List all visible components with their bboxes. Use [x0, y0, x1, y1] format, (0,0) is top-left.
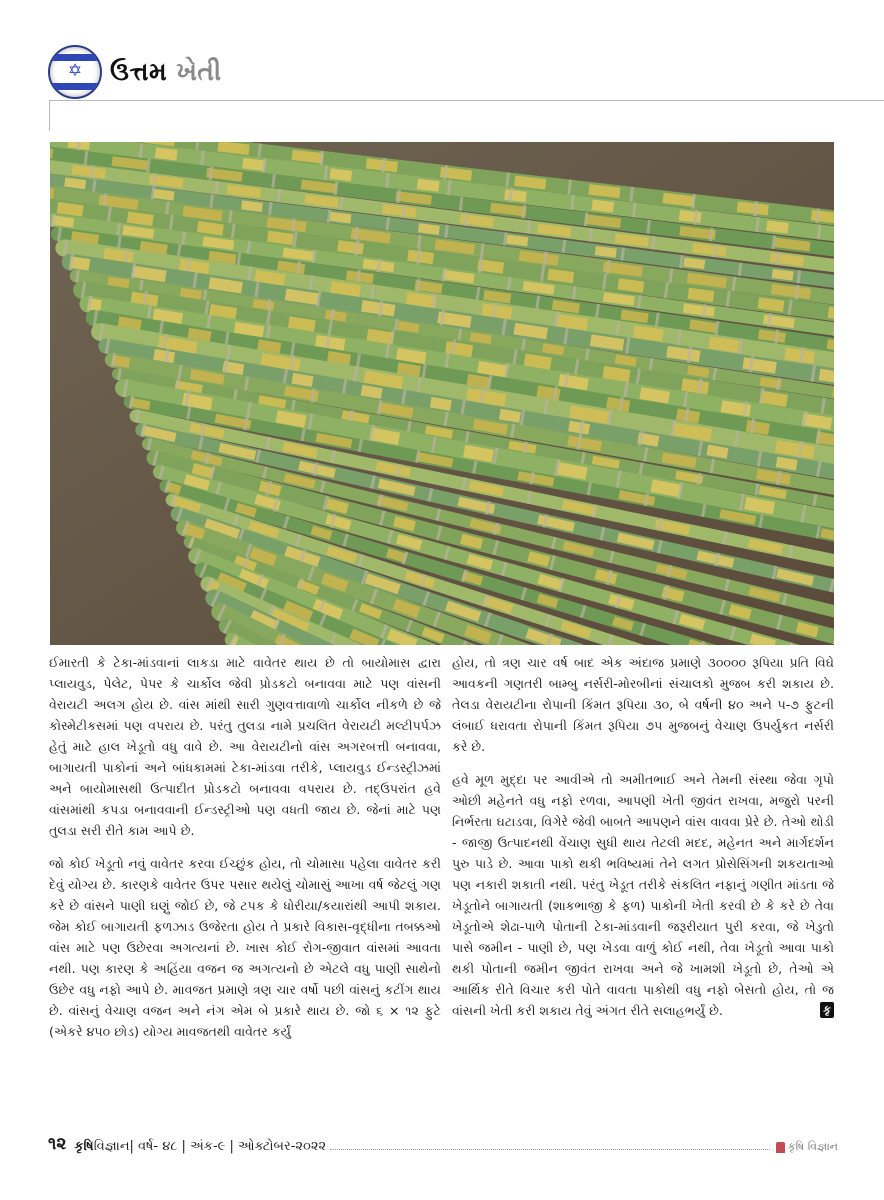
- issue-info: | વર્ષ- ૪૮ | અંક-૯ | ઓક્ટોબર-૨૦૨૨: [129, 1139, 327, 1154]
- paragraph: [452, 769, 834, 1021]
- section-title-part1: ઉત્તમ: [110, 57, 168, 86]
- page-footer: [48, 1132, 838, 1154]
- section-title: [110, 57, 222, 87]
- section-header: [48, 44, 222, 100]
- logo-mark-icon: [776, 1142, 785, 1153]
- paragraph: ઈમારતી કે ટેકા-માંડવાનાં લાકડા માટે વાવેતર થાય છે તો બાયોમાસ દ્વારા પ્લાયવુડ, પેલેટ, પેપર કે ચાર્કોલ જેવી પ્રોડકટો બનાવવા માટે પણ વાંસની વેરાયટી અલગ હોય છે. વાંસ માંથી સારી ગુણવત્તાવાળો ચાર્કોલ નીકળે છે જે કોસ્મેટીકસમાં પણ વપરાય છે. પરંતુ તુલડા નામે પ્રચલિત વેરાયટી મલ્ટીપર્પઝ હેતું માટે હાલ ખેડૂતો વધુ વાવે છે. આ વેરાયટીનો વાંસ અગરબત્તી બનાવવા, બાગાયતી પાકોનાં અને બાંધકામમાં ટેકા-માંડવા તરીકે, પ્લાયવુડ ઈન્ડસ્ટ્રીઝમાં અને બાયોમાસથી ઉત્પાદીત પ્રોડકટો બનાવવા વપરાય છે. તદ્ઉપરાંત હવે વાંસમાંથી કપડા બનાવવાની ઈન્ડસ્ટ્રીઓ પણ વધતી જાય છે. જેનાં માટે પણ તુલડા સરી રીતે કામ આપે છે.: [49, 655, 441, 838]
- flag-stripe-bottom: [50, 83, 100, 90]
- article-column-right: [452, 652, 834, 1033]
- magazine-logo: [776, 1140, 838, 1154]
- article-column-left: [49, 652, 441, 1054]
- israel-flag-icon: [48, 45, 102, 99]
- header-rule-vertical: [49, 100, 50, 131]
- footer-dotted-leader: [330, 1149, 770, 1150]
- bamboo-illustration: [50, 142, 834, 645]
- logo-text: કૃષિ વિજ્ઞાન: [787, 1140, 838, 1153]
- magazine-name-rest: વિજ્ઞાન: [93, 1139, 130, 1154]
- page-number: ૧૨: [48, 1134, 67, 1154]
- paragraph: જો કોઈ ખેડૂતો નવું વાવેતર કરવા ઈચ્છુંક હોય, તો ચોમાસા પહેલા વાવેતર કરી દેવું યોગ્ય છે. કારણકે વાવેતર ઉપર પસાર થયેલું ચોમાસું આખા વર્ષ જેટલું ગણ કરે છે વાંસને પાણી ઘણું જોઈ છે, જે ટપક કે ધોરીયા/કયારાંથી આપી શકાય. જેમ કોઈ બાગાયતી ફળઝાડ ઉજેરતા હોય તે પ્રકારે વિકાસ-વૃદ્ધીના તબક્કઓ વાંસ માટે પણ ઉછેરવા અગત્યનાં છે. ખાસ કોઈ રોગ-જીવાત વાંસમાં આવતા નથી. પણ કારણ કે અહિંયા વજન જ અગત્યનો છે એટલે વધુ પાણી સાથેનો ઉછેર વધુ નફો આપે છે. માવજત પ્રમાણે ત્રણ ચાર વર્ષો પછી વાંસનું કટીંગ થાય છે. વાંસનું વેચાણ વજન અને નંગ એમ બે પ્રકારે થાય છે. જો ૬ × ૧૨ ફુટે (એકરે ૪૫૦ છોડ) યોગ્ય માવજતથી વાવેતર કર્યું: [49, 856, 441, 1039]
- paragraph-text: હવે મૂળ મુદ્દા પર આવીએ તો અમીતભાઈ અને તેમની સંસ્થા જેવા ગૃપો ઓછી મહેનતે વધુ નફો રળવા, આપણી ખેતી જીવંત રાખવા, મજુરો પરની નિર્ભરતા ઘટાડવા, વિગેરે જેવી બાબતે આપણને વાંસ વાવવા પ્રેરે છે. તેઓ થોડી - જાજી ઉત્પાદનથી વેંચાણ સુધી થાય તેટલી મદદ, મહેનત અને માર્ગદર્શન પુરુ પાડે છે. આવા પાકો થકી ભવિષ્યમાં તેને લગત પ્રોસેસિંગની શકયતાઓ પણ નકારી શકાતી નથી. પરંતુ ખેડૂત તરીકે સંકલિત નફાનું ગણીત માંડતા જે ખેડૂતોને બાગાયતી (શાકભાજી કે ફળ) પાકોની ખેતી કરવી છે કે કરે છે તેવા ખેડૂતોએ શેઢા-પાળે પોતાની ટેકા-માંડવાની જરૂરીયાત પુરી કરવા, જે ખેડુતો પાસે જમીન - પાણી છે, પણ ખેડવા વાળું કોઈ નથી, તેવા ખેડૂતો આવા પાકો થકી પોતાની જમીન જીવંત રાખવા અને જે ખામશી ખેડૂતો છે, તેઓ એ આર્થિક રીતે વિચાર કરી પોતે વાવતા પાકોથી વધુ નફો બેસતો હોય, તો જ વાંસની ખેતી કરી શકાય તેવું અંગત રીતે સલાહભર્યું છે.: [452, 772, 834, 1018]
- end-of-article-icon: કૃ: [820, 1002, 834, 1018]
- section-title-part2: ખેતી: [176, 57, 222, 86]
- paragraph: હોય, તો ત્રણ ચાર વર્ષ બાદ એક અંદાજ પ્રમાણે ૩૦૦૦૦ રૂપિયા પ્રતિ વિઘે આવકની ગણતરી બામ્બુ નર્સરી-મોરબીનાં સંચાલકો મુજબ કરી શકાય છે. તેલડા વેરાયટીના રોપાની કિંમત રૂપિયા ૩૦, બે વર્ષની ૪૦ અને ૫-૭ ફુટની લંબાઈ ધરાવતા રોપાની કિંમત રૂપિયા ૭૫ મુજબનું વેચાણ ઉપર્યુકત નર્સરી કરે છે.: [452, 655, 834, 754]
- header-rule: [49, 100, 884, 101]
- star-of-david-icon: ✡: [67, 60, 83, 81]
- bamboo-poles-photo: [50, 142, 834, 645]
- magazine-name-bold: કૃષિ: [74, 1139, 94, 1154]
